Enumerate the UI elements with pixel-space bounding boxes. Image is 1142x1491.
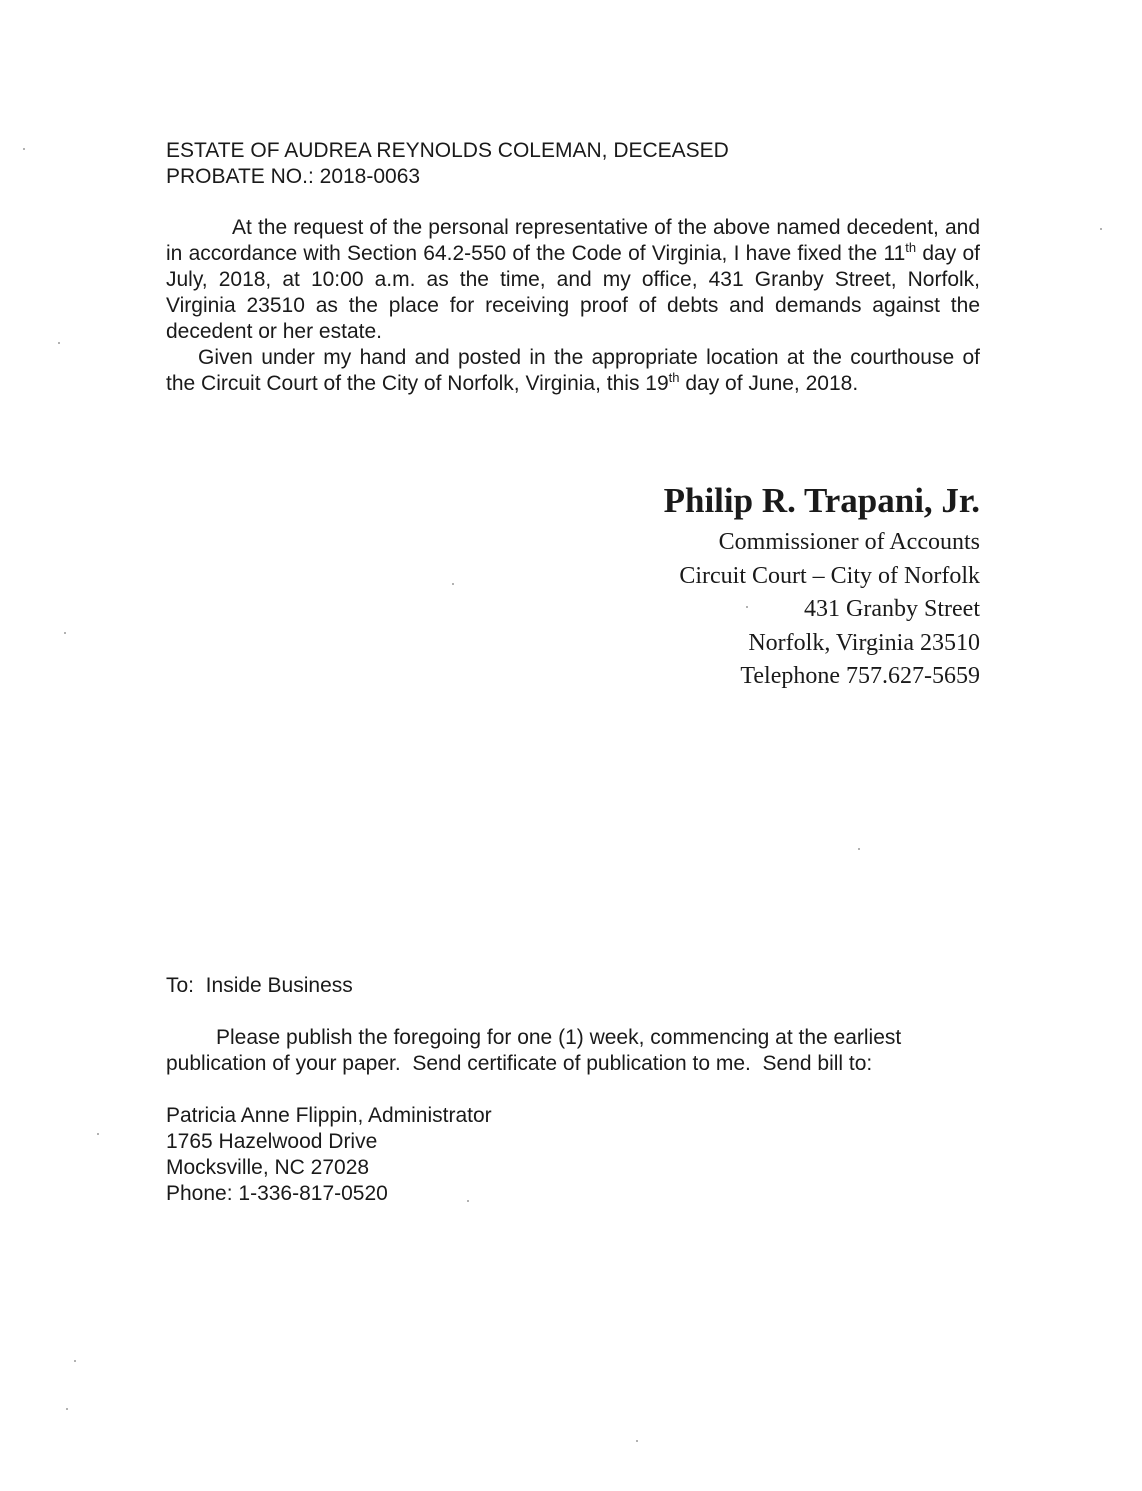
instructions-line-2: publication of your paper. Send certificate of publication to me. Send bill to:: [166, 1052, 873, 1075]
scan-speck: [746, 606, 748, 608]
scan-speck: [66, 1408, 68, 1410]
scan-speck: [74, 1360, 76, 1362]
signatory-city: Norfolk, Virginia 23510: [748, 629, 980, 656]
publication-instructions: [166, 1025, 966, 1077]
scan-speck: [64, 632, 66, 634]
recipient-line: To: Inside Business: [166, 974, 353, 997]
notice-paragraph-1: At the request of the personal representative of the above named decedent, and in accordance with Section 64.2-550 of the Code of Virginia, I have fixed the 11th day of July, 2018, at 10:00 a.m. as the time, and my office, 431 Granby Street, Norfolk, Virginia 23510 as the place for receiving proof of debts and demands against the decedent or her estate.: [166, 216, 980, 343]
notice-body: [166, 215, 980, 397]
billing-city: Mocksville, NC 27028: [166, 1156, 370, 1179]
billing-address: [166, 1103, 766, 1207]
billing-phone: Phone: 1-336-817-0520: [166, 1182, 388, 1205]
signatory-telephone: Telephone 757.627-5659: [740, 663, 980, 689]
document-heading: [166, 138, 946, 190]
scan-speck: [467, 1200, 469, 1202]
signature-block: [380, 478, 980, 694]
estate-title: ESTATE OF AUDREA REYNOLDS COLEMAN, DECEASED: [166, 139, 729, 162]
signatory-name: Philip R. Trapani, Jr.: [663, 481, 980, 520]
scan-speck: [97, 1133, 99, 1135]
signatory-court: Circuit Court – City of Norfolk: [679, 562, 980, 589]
scan-speck: [636, 1440, 638, 1442]
signatory-street: 431 Granby Street: [804, 596, 980, 622]
notice-paragraph-2: Given under my hand and posted in the appropriate location at the courthouse of the Circuit Court of the City of Norfolk, Virginia, this 19th day of June, 2018.: [166, 346, 980, 395]
scan-speck: [858, 848, 860, 850]
scan-speck: [58, 342, 60, 344]
scan-speck: [23, 148, 25, 150]
billing-street: 1765 Hazelwood Drive: [166, 1130, 378, 1153]
instructions-line-1: Please publish the foregoing for one (1) week, commencing at the earliest: [216, 1026, 902, 1049]
billing-name: Patricia Anne Flippin, Administrator: [166, 1104, 492, 1127]
scan-speck: [1100, 228, 1102, 230]
probate-number: PROBATE NO.: 2018-0063: [166, 165, 421, 188]
scan-speck: [452, 583, 454, 585]
signatory-title: Commissioner of Accounts: [718, 529, 980, 555]
